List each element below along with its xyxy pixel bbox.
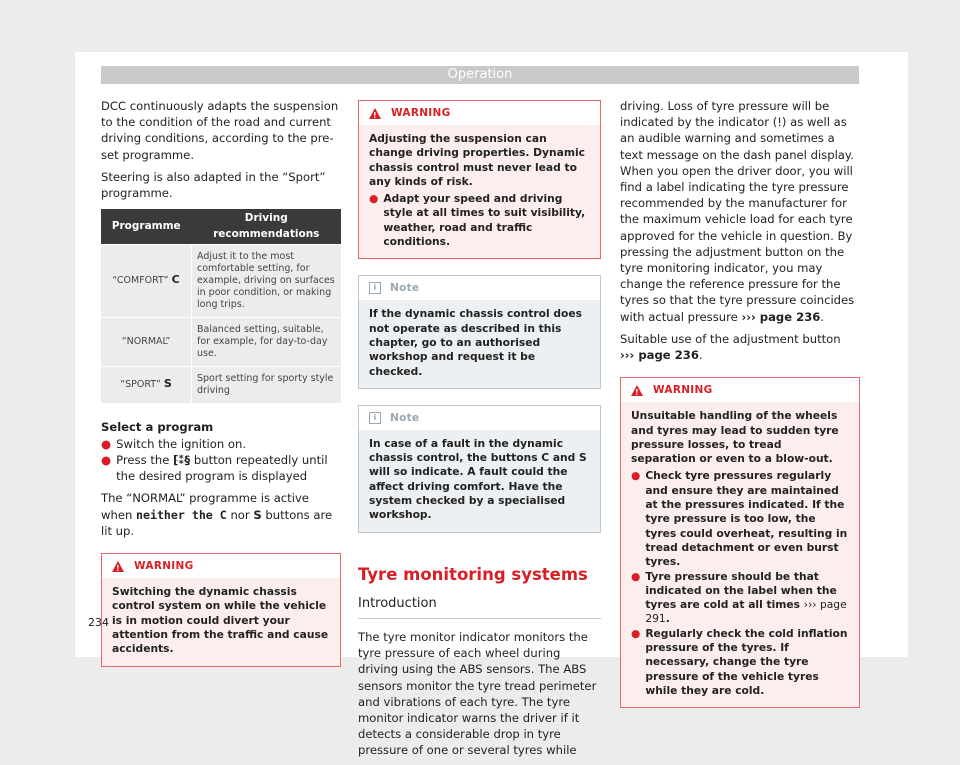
column-right: [620, 98, 860, 708]
list-item: ● Adapt your speed and driving style at all times to suit visibility, weather, road and traffic conditions.: [369, 192, 586, 249]
column-left: [101, 98, 341, 667]
programme-table: [101, 209, 341, 402]
warning-box: ! WARNING Adjusting the suspension can change driving properties. Dynamic chassis control must never lead to any kinds of risk. ● Adapt your speed and driving style at all times to suit visibility, weather, road and traffic conditions.: [358, 100, 601, 259]
warning-box: ! WARNING Switching the dynamic chassis control system on while the vehicle is in motion could divert your attention from the traffic and cause accidents.: [101, 553, 341, 666]
column-middle: [358, 100, 601, 765]
programme-text: Balanced setting, suitable, for example, for day-to-day use.: [192, 317, 342, 366]
programme-name: “COMFORT”: [112, 275, 169, 287]
note-text: If the dynamic chassis control does not operate as described in this chapter, go to an authorised workshop and request it be checked.: [359, 300, 600, 387]
table-header-programme: Programme: [101, 209, 192, 244]
normal-paragraph: The “NORMAL” programme is active when neither the C nor S buttons are lit up.: [101, 491, 333, 538]
page-ref-link[interactable]: ››› page 291: [645, 598, 847, 626]
table-row: [101, 244, 341, 317]
bullet-icon: ●: [631, 569, 641, 583]
warning-text: Unsuitable handling of the wheels and tyres may lead to sudden tyre pressure losses, to tread separation or even to a blow-out.: [631, 409, 839, 466]
table-header-recommendations: Driving recommendations: [192, 209, 342, 244]
bullet-icon: ●: [369, 192, 379, 206]
list-item: ● Tyre pressure should be that indicated on the label when the tyres are cold at all times ››› page 291.: [631, 569, 847, 626]
bullet-icon: ●: [101, 436, 112, 451]
tyre-paragraph: driving. Loss of tyre pressure will be indicated by the indicator (!) as well as an audible warning and sometimes a text message on the dash panel display. When you open the driver door, you will find a label indicating the tyre pressure recommended by the manufacturer for the maximum vehicle load for each tyre approved for the vehicle in question. By pressing the adjustment button on the tyre monitoring indicator, you may change the reference pressure for the tyres so that the tyre pressure coincides with actual pressure ››› page 236.: [620, 99, 855, 324]
note-icon: i: [369, 412, 381, 424]
steering-paragraph: Steering is also adapted in the “Sport” programme.: [101, 169, 326, 201]
tyre-pressure-icon: (!): [772, 115, 787, 130]
warning-icon: [112, 561, 124, 572]
page-number: 234: [88, 616, 109, 629]
warning-icon: [631, 385, 643, 396]
intro-paragraph: The tyre monitor indicator monitors the tyre pressure of each wheel during driving using the ABS sensors. The ABS sensors monitor the tyre tread perimeter and vibrations of each tyre. The tyre monitor indicator warns the driver if it detects a considerable drop in tyre pressure of one or several tyres while: [358, 630, 597, 758]
programme-text: Adjust it to the most comfortable setting, for example, driving on surfaces in poor condition, or making long trips.: [192, 244, 342, 317]
bullet-icon: ●: [631, 626, 641, 640]
table-row: [101, 366, 341, 403]
note-box: i Note In case of a fault in the dynamic chassis control, the buttons C and S will so indicate. A fault could the affect driving comfort. Have the system checked by a specialised workshop.: [358, 405, 601, 533]
note-box: i Note If the dynamic chassis control does not operate as described in this chapter, go to an authorised workshop and request it be checked.: [358, 275, 601, 388]
programme-name: “NORMAL”: [121, 335, 171, 347]
warning-text: Adjusting the suspension can change driving properties. Dynamic chassis control must never lead to any kinds of risk.: [369, 132, 585, 188]
dcc-button-icon: ⁅⁑§: [173, 453, 191, 468]
list-item: ● Switch the ignition on.: [101, 436, 247, 451]
select-heading: Select a program: [101, 419, 214, 434]
programme-letter: S: [163, 377, 172, 391]
warning-box: ! WARNING Unsuitable handling of the wheels and tyres may lead to sudden tyre pressure losses, to tread separation or even to a blow-out. ● Check tyre pressures regularly and ensure they are maintained at the pressures indicated. If the tyre pressure is too low, the tyres could overheat, resulting in tread detachment or even burst tyres. ● Tyre pressure should be that indicated on the label when the tyres are cold at all times ››› page 291. ● Regularly check the cold inflation pressure of the tyres. If necessary, change the tyre pressure of the vehicle tyres while they are cold.: [620, 377, 860, 708]
programme-name: “SPORT”: [120, 379, 161, 391]
list-item: ● Regularly check the cold inflation pressure of the tyres. If necessary, change the tyre pressure of the vehicle tyres while they are cold.: [631, 626, 848, 697]
page-ref-link[interactable]: ››› page 236: [741, 309, 821, 324]
warning-text: Switching the dynamic chassis control system on while the vehicle is in motion could divert your attention from the traffic and cause accidents.: [102, 578, 340, 665]
programme-text: Sport setting for sporty style driving: [192, 366, 342, 403]
page-ref-link[interactable]: ››› page 236: [620, 348, 699, 363]
adjustment-paragraph: Suitable use of the adjustment button ››› page 236.: [620, 331, 841, 363]
bullet-icon: ●: [101, 453, 112, 468]
page-header: Operation: [101, 66, 859, 84]
list-item: ● Check tyre pressures regularly and ensure they are maintained at the pressures indicated. If the tyre pressure is too low, the tyres could overheat, resulting in tread detachment or even burst tyres.: [631, 469, 848, 569]
list-item: ● Press the ⁅⁑§ button repeatedly until the desired program is displayed: [101, 453, 328, 484]
dcc-paragraph: DCC continuously adapts the suspension to the condition of the road and current driving conditions, according to the pre-set programme.: [101, 99, 339, 162]
programme-letter: C: [171, 273, 180, 287]
bullet-icon: ●: [631, 469, 641, 483]
note-text: In case of a fault in the dynamic chassis control, the buttons C and S will so indicate. A fault could the affect driving comfort. Have the system checked by a specialised workshop.: [359, 430, 600, 532]
warning-icon: [369, 108, 381, 119]
subsection-title: Introduction: [358, 596, 601, 619]
section-title: Tyre monitoring systems: [358, 564, 588, 584]
table-row: [101, 317, 341, 366]
note-icon: i: [369, 282, 381, 294]
